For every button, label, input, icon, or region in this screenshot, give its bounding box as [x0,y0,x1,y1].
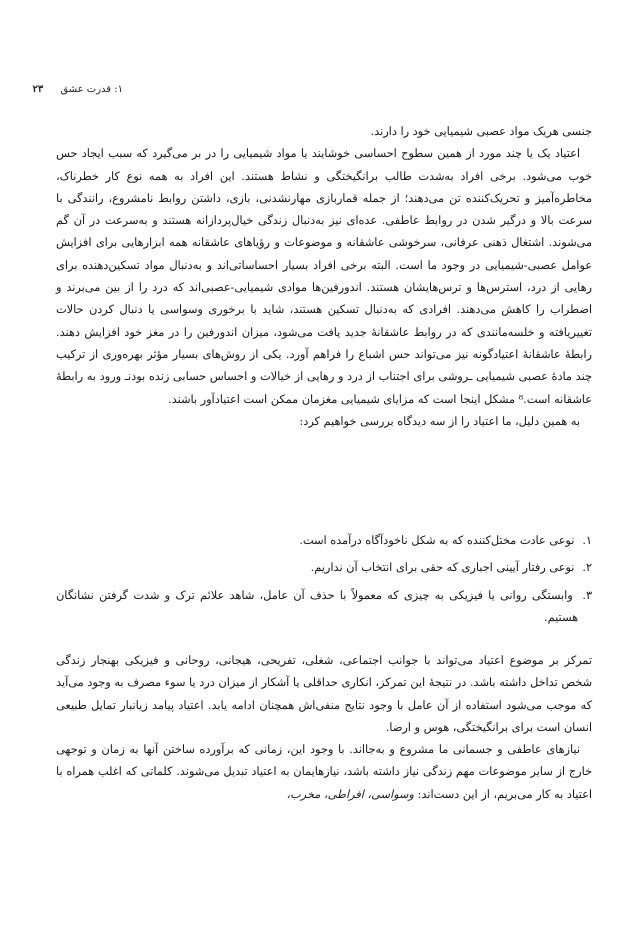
page-number: ۲۳ [32,84,44,95]
body-section-1 [56,121,592,433]
list-text: نوعی عادت مختل‌کننده که به شکل ناخودآگاه درآمده است. [299,534,575,547]
italic-terms: وسواسی، افراطی، مخرب، [286,787,414,801]
list-text: نوعی رفتار آیینی اجباری که حقی برای انتخاب آن نداریم. [310,561,575,575]
running-title: ۱: قدرت عشق [60,84,123,95]
list-number: ۲. [582,561,592,575]
paragraph: تمرکز بر موضوع اعتیاد می‌تواند با جوانب اجتماعی، شغلی، تفریحی، هیجانی، روحانی و فیزیکی بهنجار زندگی شخص تداخل داشته باشد. در نتیجهٔ این تمرکز، انکاری حداقلی یا آشکار از میزان درد یا سوء مصرف به وجود می‌آید که موجب می‌شود استفاده از آن عامل با وجود نتایج منفی‌اش همچنان ادامه یابد. اعتیاد پیامد زیانبار تمایل طبیعی انسان است برای برانگیختگی، هوس و ارضا. [56,654,592,734]
paragraph-last [56,739,592,806]
paragraph-intro-list: به همین دلیل، ما اعتیاد را از سه دیدگاه بررسی خواهیم کرد: [299,414,580,428]
list-item [56,530,592,552]
paragraph: اعتیاد یک یا چند مورد از همین سطوح احساسی خوشایند یا مواد شیمیایی را در بر می‌گیرد که سبب ایجاد حس خوب می‌شود. برخی افراد به‌شدت طالب برانگیختگی و نشاط هستند. این افراد به همه نوع کار خطرناک، مخاطره‌آمیز و تحریک‌کننده تن می‌دهند؛ از جمله قماربازی مهارنشدنی، بازی، داشتن روابط نامشروع، رانندگی با سرعت بالا و درگیر شدن در روابط عاطفی. عده‌ای نیز به‌دنبال زندگی خیال‌پردازانه هستند و به‌سرعت در آن گم می‌شوند. اشتغال ذهنی عرفانی، سرخوشی عاشقانه و موضوعات و رؤیاهای عاشقانه همه ابزارهایی برای افزایش عوامل عصبی-شیمیایی در وجود ما است. البته برخی افراد بسیار احساساتی‌اند و به‌دنبال مواد تسکین‌دهنده برای رهایی از درد، استرس‌ها و ترس‌هایشان هستند. اندورفین‌ها موادی شیمیایی-عصبی‌اند که درد را از بین می‌برند و اضطراب را کاهش می‌دهند. افرادی که به‌دنبال تسکین هستند، شاید با برخوری وسواسی یا دنبال کردن حالات تغییریافته و خلسه‌مانندی که در روابط عاشقانهٔ جدید یافت می‌شود، میزان اندورفین را در مغز خود افزایش دهند. رابطهٔ عاشقانهٔ اعتیادگونه نیز می‌تواند حس اشباع را فراهم آورد. یکی از روش‌های بسیار مؤثر بهره‌وری از ترکیب چند مادهٔ عصبی شیمیایی ـروشی برای اجتناب از درد و رهایی از خیالات و احساس حسابی زنده بودنـ ورود به رابطهٔ عاشقانه است.⁸ مشکل اینجا است که مزایای شیمیایی مغزمان ممکن است اعتیادآور باشند. [56,147,592,406]
paragraph-text: نیازهای عاطفی و جسمانی ما مشروع و به‌جااند. با وجود این، زمانی که برآورده ساختن آنها به زمان و توجهی خارج از سایر موضوعات مهم زندگی نیاز داشته باشد، نیازهایمان به اعتیاد تبدیل می‌شوند. کلماتی که اغلب همراه با اعتیاد به کار می‌بریم، از این دست‌اند: [56,743,592,801]
running-header [0,84,123,95]
numbered-list [56,530,592,629]
list-number: ۳. [582,588,593,602]
list-number: ۱. [582,534,592,547]
list-item [56,557,592,579]
list-text: وابستگی روانی یا فیزیکی به چیزی که معمولاً با حذف آن عامل، شاهد علائم ترک و شدت گرفتن نشانگان هستیم. [56,588,578,624]
paragraph-continuation: جنسی هریک مواد عصبی شیمیایی خود را دارند. [370,125,592,138]
body-section-2 [56,650,592,806]
numbered-list-section [56,530,592,634]
list-item [56,585,592,630]
